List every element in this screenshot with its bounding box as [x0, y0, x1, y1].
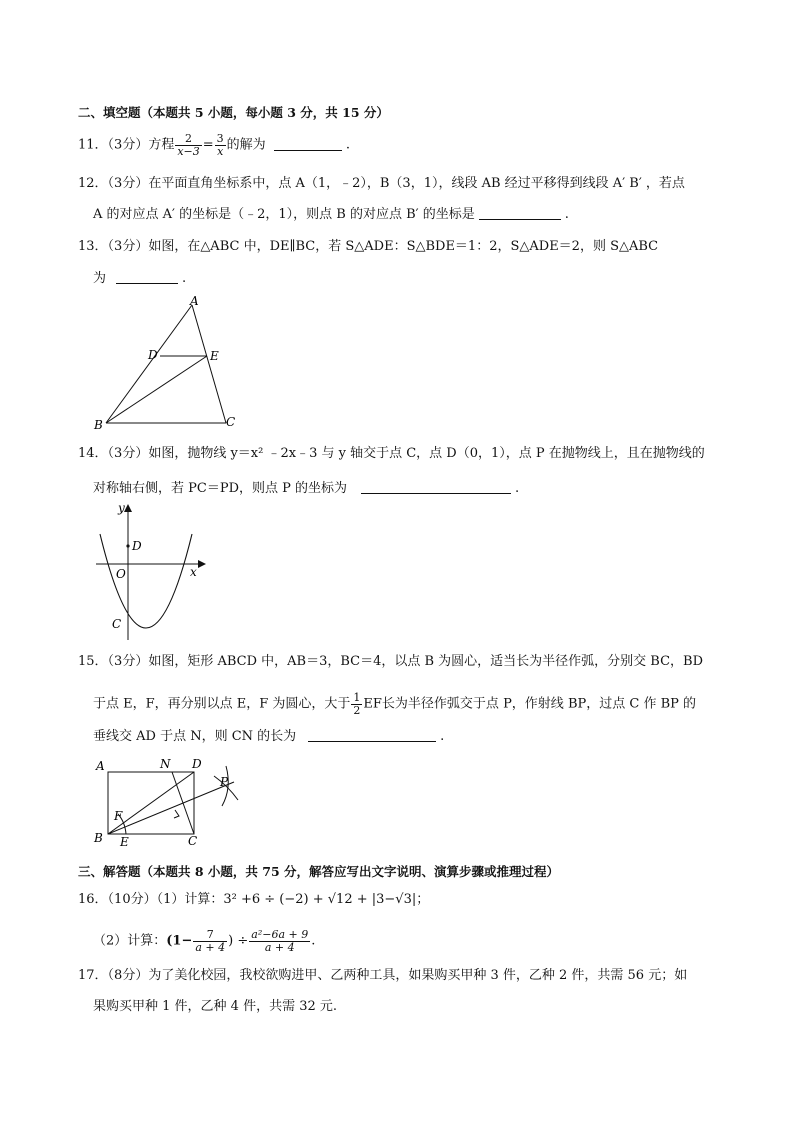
- q11-equals: =: [202, 137, 214, 153]
- q15-line2: [93, 692, 696, 716]
- q16-fraction-1: $\frac{7}{a + 4}$: [195, 928, 226, 954]
- q15-line2-lead: 于点 E，F，再分别以点 E，F 为圆心，大于: [93, 696, 351, 712]
- section-heading-solutions: 三、解答题（本题共 8 小题，共 75 分，解答应写出文字说明、演算步骤或推理过程）: [78, 864, 560, 879]
- q16-part2-lead: （2）计算：: [93, 933, 167, 949]
- q14-answer-blank[interactable]: [361, 480, 511, 494]
- right-angle-mark: [174, 810, 179, 818]
- q11-fraction-right: $\frac{3}{x}$: [216, 132, 224, 158]
- q17-line2: 果购买甲种 1 件，乙种 4 件，共需 32 元.: [93, 999, 338, 1014]
- q11-score: （3分）: [107, 137, 149, 153]
- q16-part2-open: (1−: [166, 933, 193, 949]
- q13-line1: 13．（3分）如图，在△ABC 中，DE∥BC，若 S△ADE：S△BDE＝1：2，S△ADE＝2，则 S△ABC: [78, 239, 659, 254]
- q14-end: .: [515, 481, 520, 496]
- q11-number: 11．: [78, 137, 108, 153]
- q14-line1: 14．（3分）如图，抛物线 y＝x² ﹣2x﹣3 与 y 轴交于点 C，点 D（0，1），点 P 在抛物线上，且在抛物线的: [78, 446, 705, 461]
- q13-line2: [93, 270, 186, 285]
- label-c: C: [112, 617, 122, 631]
- q17-line1: 17．（8分）为了美化校园，我校欲购进甲、乙两种工具，如果购买甲种 3 件，乙种 2 件，共需 56 元；如: [78, 968, 688, 983]
- side-ab: [106, 305, 192, 423]
- label-e: E: [210, 349, 219, 363]
- question-11: [78, 133, 350, 157]
- label-e: E: [120, 835, 129, 849]
- segment-cn: [172, 772, 194, 834]
- q15-fraction-half: $\frac{1}{2}$: [353, 691, 361, 717]
- q15-rectangle-figure: [88, 752, 248, 852]
- label-p: P: [220, 775, 229, 789]
- q13-end: .: [182, 271, 187, 286]
- q16-part2: [93, 929, 315, 953]
- label-o: O: [116, 567, 126, 581]
- parabola-curve: [100, 534, 192, 628]
- q16-fraction-2: $\frac{\text{a²−6a + 9}}{a + 4}$: [251, 928, 309, 954]
- q13-answer-blank[interactable]: [116, 270, 178, 284]
- label-b: B: [94, 831, 103, 845]
- label-d: D: [192, 757, 202, 771]
- label-d: D: [132, 539, 142, 553]
- section-heading-fill-in: 二、填空题（本题共 5 小题，每小题 3 分，共 15 分）: [78, 105, 389, 120]
- q11-lead: 方程: [148, 137, 175, 153]
- q14-line2: [93, 480, 519, 495]
- q15-line3-text: 垂线交 AD 于点 N，则 CN 的长为: [93, 729, 297, 744]
- side-ac: [192, 305, 226, 423]
- q11-end: .: [345, 137, 350, 153]
- segment-be: [106, 356, 207, 423]
- q14-line2-text: 对称轴右侧，若 PC＝PD，则点 P 的坐标为: [93, 481, 348, 496]
- label-y: y: [118, 501, 125, 515]
- label-a: A: [190, 295, 199, 308]
- label-c: C: [226, 415, 236, 429]
- ray-bp: [108, 782, 234, 834]
- q11-answer-blank[interactable]: [274, 137, 342, 151]
- q15-answer-blank[interactable]: [308, 728, 436, 742]
- q15-line1: 15．（3分）如图，矩形 ABCD 中，AB＝3，BC＝4，以点 B 为圆心，适当长为半径作弧，分别交 BC，BD: [78, 654, 704, 669]
- q16-part2-end: .: [311, 933, 316, 949]
- q11-tail: 的解为: [226, 137, 266, 153]
- q12-line1: 12．（3分）在平面直角坐标系中，点 A（1，﹣2），B（3，1），线段 AB 经过平移得到线段 A′ B′ ，若点: [78, 176, 685, 191]
- q12-end: .: [564, 207, 569, 222]
- label-x: x: [190, 565, 197, 579]
- q16-part1-lead: 16．（10分）（1）计算：: [78, 892, 224, 907]
- q16-part1-expression: 3² +6 ÷ (−2) + √12 + |3−√3|；: [223, 892, 430, 907]
- q16-part2-mid: ) ÷: [228, 933, 249, 949]
- label-c: C: [188, 834, 198, 848]
- label-a: A: [96, 759, 105, 773]
- label-b: B: [94, 418, 103, 432]
- q13-line2-text: 为: [93, 271, 107, 286]
- q15-end: .: [440, 729, 445, 744]
- q15-line2-tail: EF长为半径作弧交于点 P，作射线 BP，过点 C 作 BP 的: [363, 696, 697, 712]
- label-f: F: [114, 809, 123, 823]
- q15-line3: [93, 728, 444, 743]
- q16-part1: [78, 893, 429, 906]
- label-d: D: [148, 348, 158, 362]
- q13-triangle-figure: [88, 295, 248, 435]
- diagonal-bd: [108, 772, 194, 834]
- point-d: [126, 544, 129, 547]
- q12-line2: [93, 206, 569, 221]
- label-n: N: [160, 757, 171, 771]
- q12-line2-text: A 的对应点 A′ 的坐标是（﹣2，1），则点 B 的对应点 B′ 的坐标是: [93, 207, 475, 222]
- q14-parabola-figure: [90, 500, 210, 642]
- q12-answer-blank[interactable]: [479, 206, 561, 220]
- q11-fraction-left: $\frac{2}{x-3}$: [177, 132, 200, 158]
